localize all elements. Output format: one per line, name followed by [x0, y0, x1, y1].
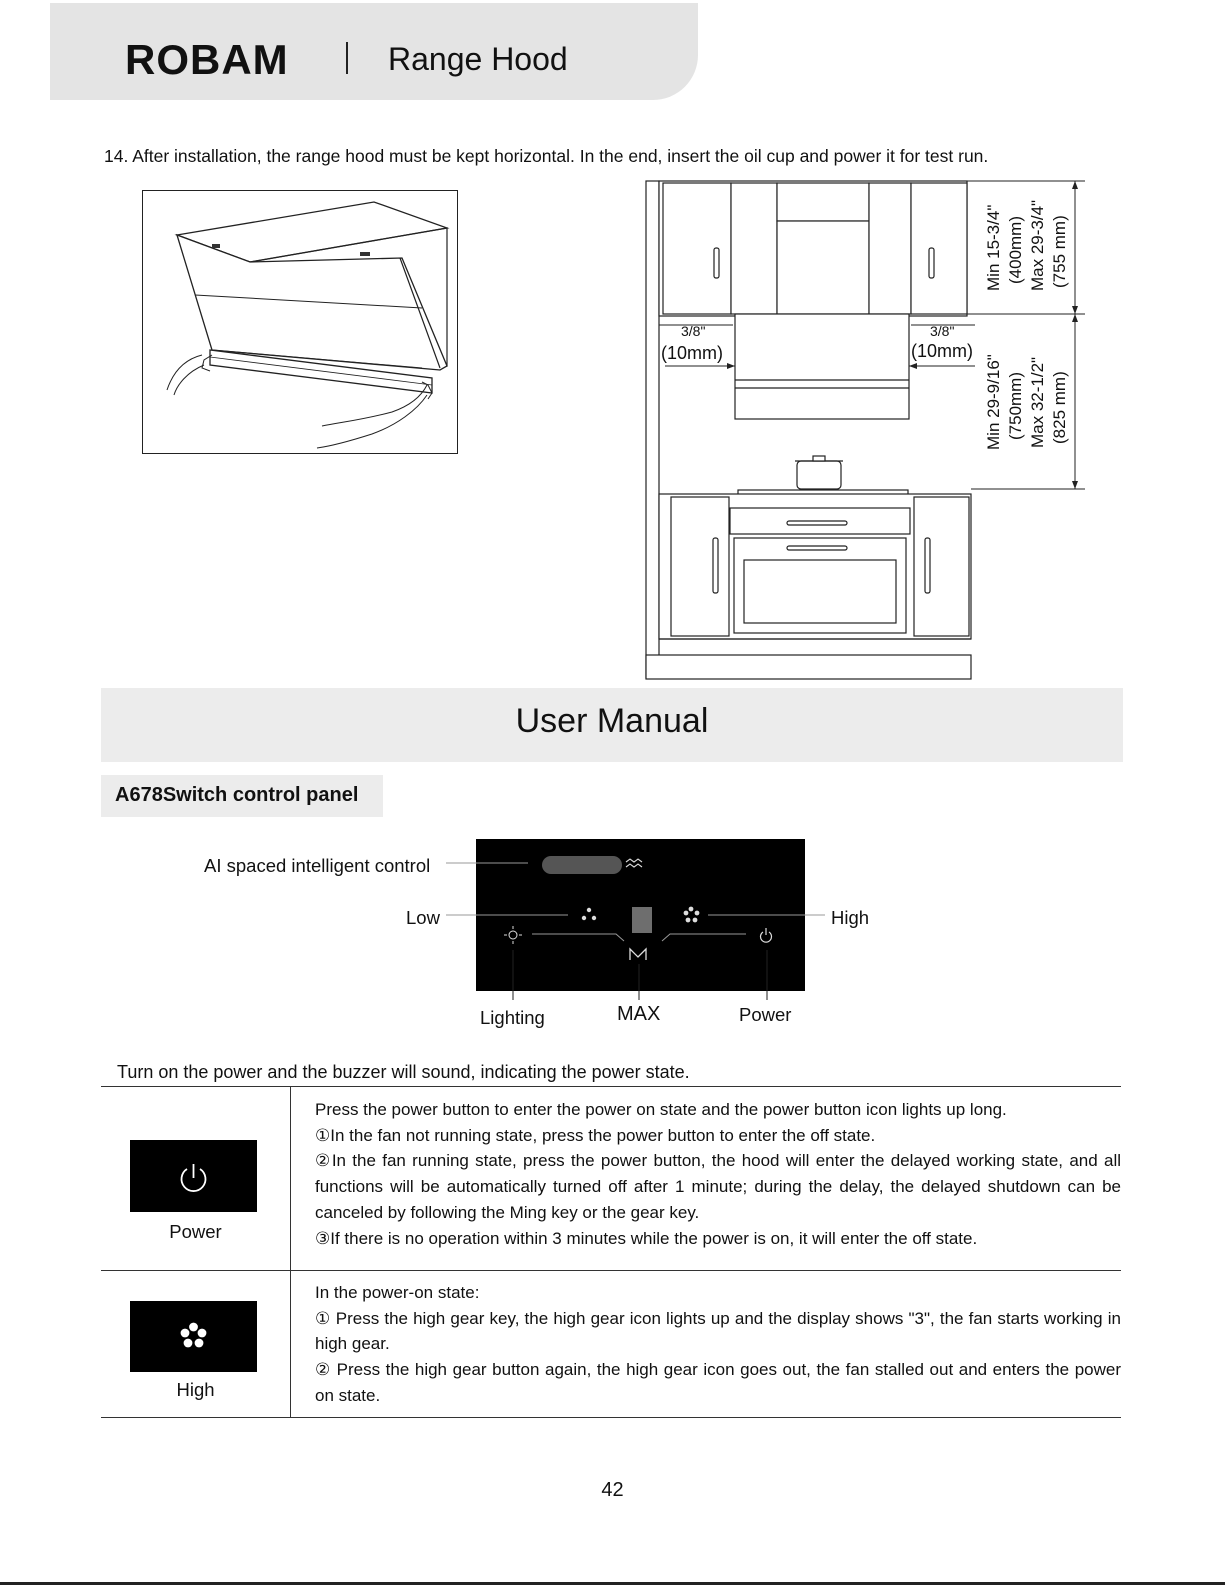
power-desc-line-1: Press the power button to enter the power on state and the power button icon lights up long. [315, 1100, 1007, 1119]
power-cell-label: Power [169, 1221, 222, 1242]
power-icon [130, 1140, 257, 1212]
power-label: Power [739, 1004, 792, 1025]
power-desc-line-4: ③If there is no operation within 3 minutes while the power is on, it will enter the off state. [315, 1228, 978, 1248]
power-description [315, 1097, 1121, 1251]
high-gear-fan-icon [130, 1301, 257, 1372]
table-bottom-rule [101, 1417, 1121, 1418]
ai-sensor-bar [542, 856, 622, 874]
upper-max-dimension: Max 29-3/4" [1028, 199, 1047, 291]
installation-step-14: 14. After installation, the range hood must be kept horizontal. In the end, insert the oil cup and power it for test run. [104, 146, 989, 166]
right-gap-mm: (10mm) [911, 341, 973, 361]
high-desc-line-2: ① Press the high gear key, the high gear icon lights up and the display shows "3", the fan starts working in high gear. [315, 1308, 1121, 1354]
table-column-divider [290, 1086, 291, 1418]
high-desc-line-3: ② Press the high gear button again, the high gear icon goes out, the fan stalled out and enters the power on state. [315, 1360, 1121, 1405]
upper-max-mm: (755 mm) [1050, 215, 1069, 288]
upper-min-dimension: Min 15-3/4" [984, 204, 1003, 291]
high-desc-line-1: In the power-on state: [315, 1283, 480, 1302]
control-panel-diagram [440, 838, 840, 1003]
lower-min-dimension: Min 29-9/16" [984, 354, 1003, 450]
control-panel-subheading: A678Switch control panel [115, 784, 359, 806]
gear-display [632, 907, 652, 933]
installation-height-diagram [645, 178, 1090, 680]
left-gap-fraction: 3/8" [681, 323, 706, 339]
header-divider [346, 42, 348, 74]
table-row-high-icon-cell [101, 1271, 290, 1417]
product-title: Range Hood [388, 41, 568, 77]
oil-cup-installation-illustration [142, 190, 459, 456]
lower-min-mm: (750mm) [1006, 371, 1025, 440]
lower-max-mm: (825 mm) [1050, 371, 1069, 444]
low-label: Low [406, 907, 440, 928]
section-title: User Manual [515, 702, 709, 740]
right-gap-fraction: 3/8" [930, 323, 955, 339]
page-number: 42 [601, 1479, 624, 1501]
high-label: High [831, 907, 870, 928]
brand-logo: ROBAM [125, 36, 289, 83]
high-button-image [130, 1301, 257, 1372]
intro-text: Turn on the power and the buzzer will sound, indicating the power state. [117, 1062, 690, 1082]
left-gap-mm: (10mm) [661, 343, 723, 363]
lighting-label: Lighting [480, 1007, 545, 1028]
lower-max-dimension: Max 32-1/2" [1028, 356, 1047, 448]
power-button-image [130, 1140, 257, 1212]
high-cell-label: High [176, 1379, 215, 1400]
high-description [315, 1280, 1121, 1409]
upper-min-mm: (400mm) [1006, 215, 1025, 284]
power-desc-line-2: ①In the fan not running state, press the power button to enter the off state. [315, 1125, 876, 1145]
ai-control-label: AI spaced intelligent control [204, 855, 431, 876]
max-label: MAX [617, 1003, 661, 1025]
table-row-power-icon-cell [101, 1087, 290, 1270]
power-desc-line-3: ②In the fan running state, press the power button, the hood will enter the delayed working state, and all functions will be automatically turned off after 1 minute; during the delay, the delayed shutdown can be canceled by following the Ming key or the gear key. [315, 1151, 1121, 1222]
